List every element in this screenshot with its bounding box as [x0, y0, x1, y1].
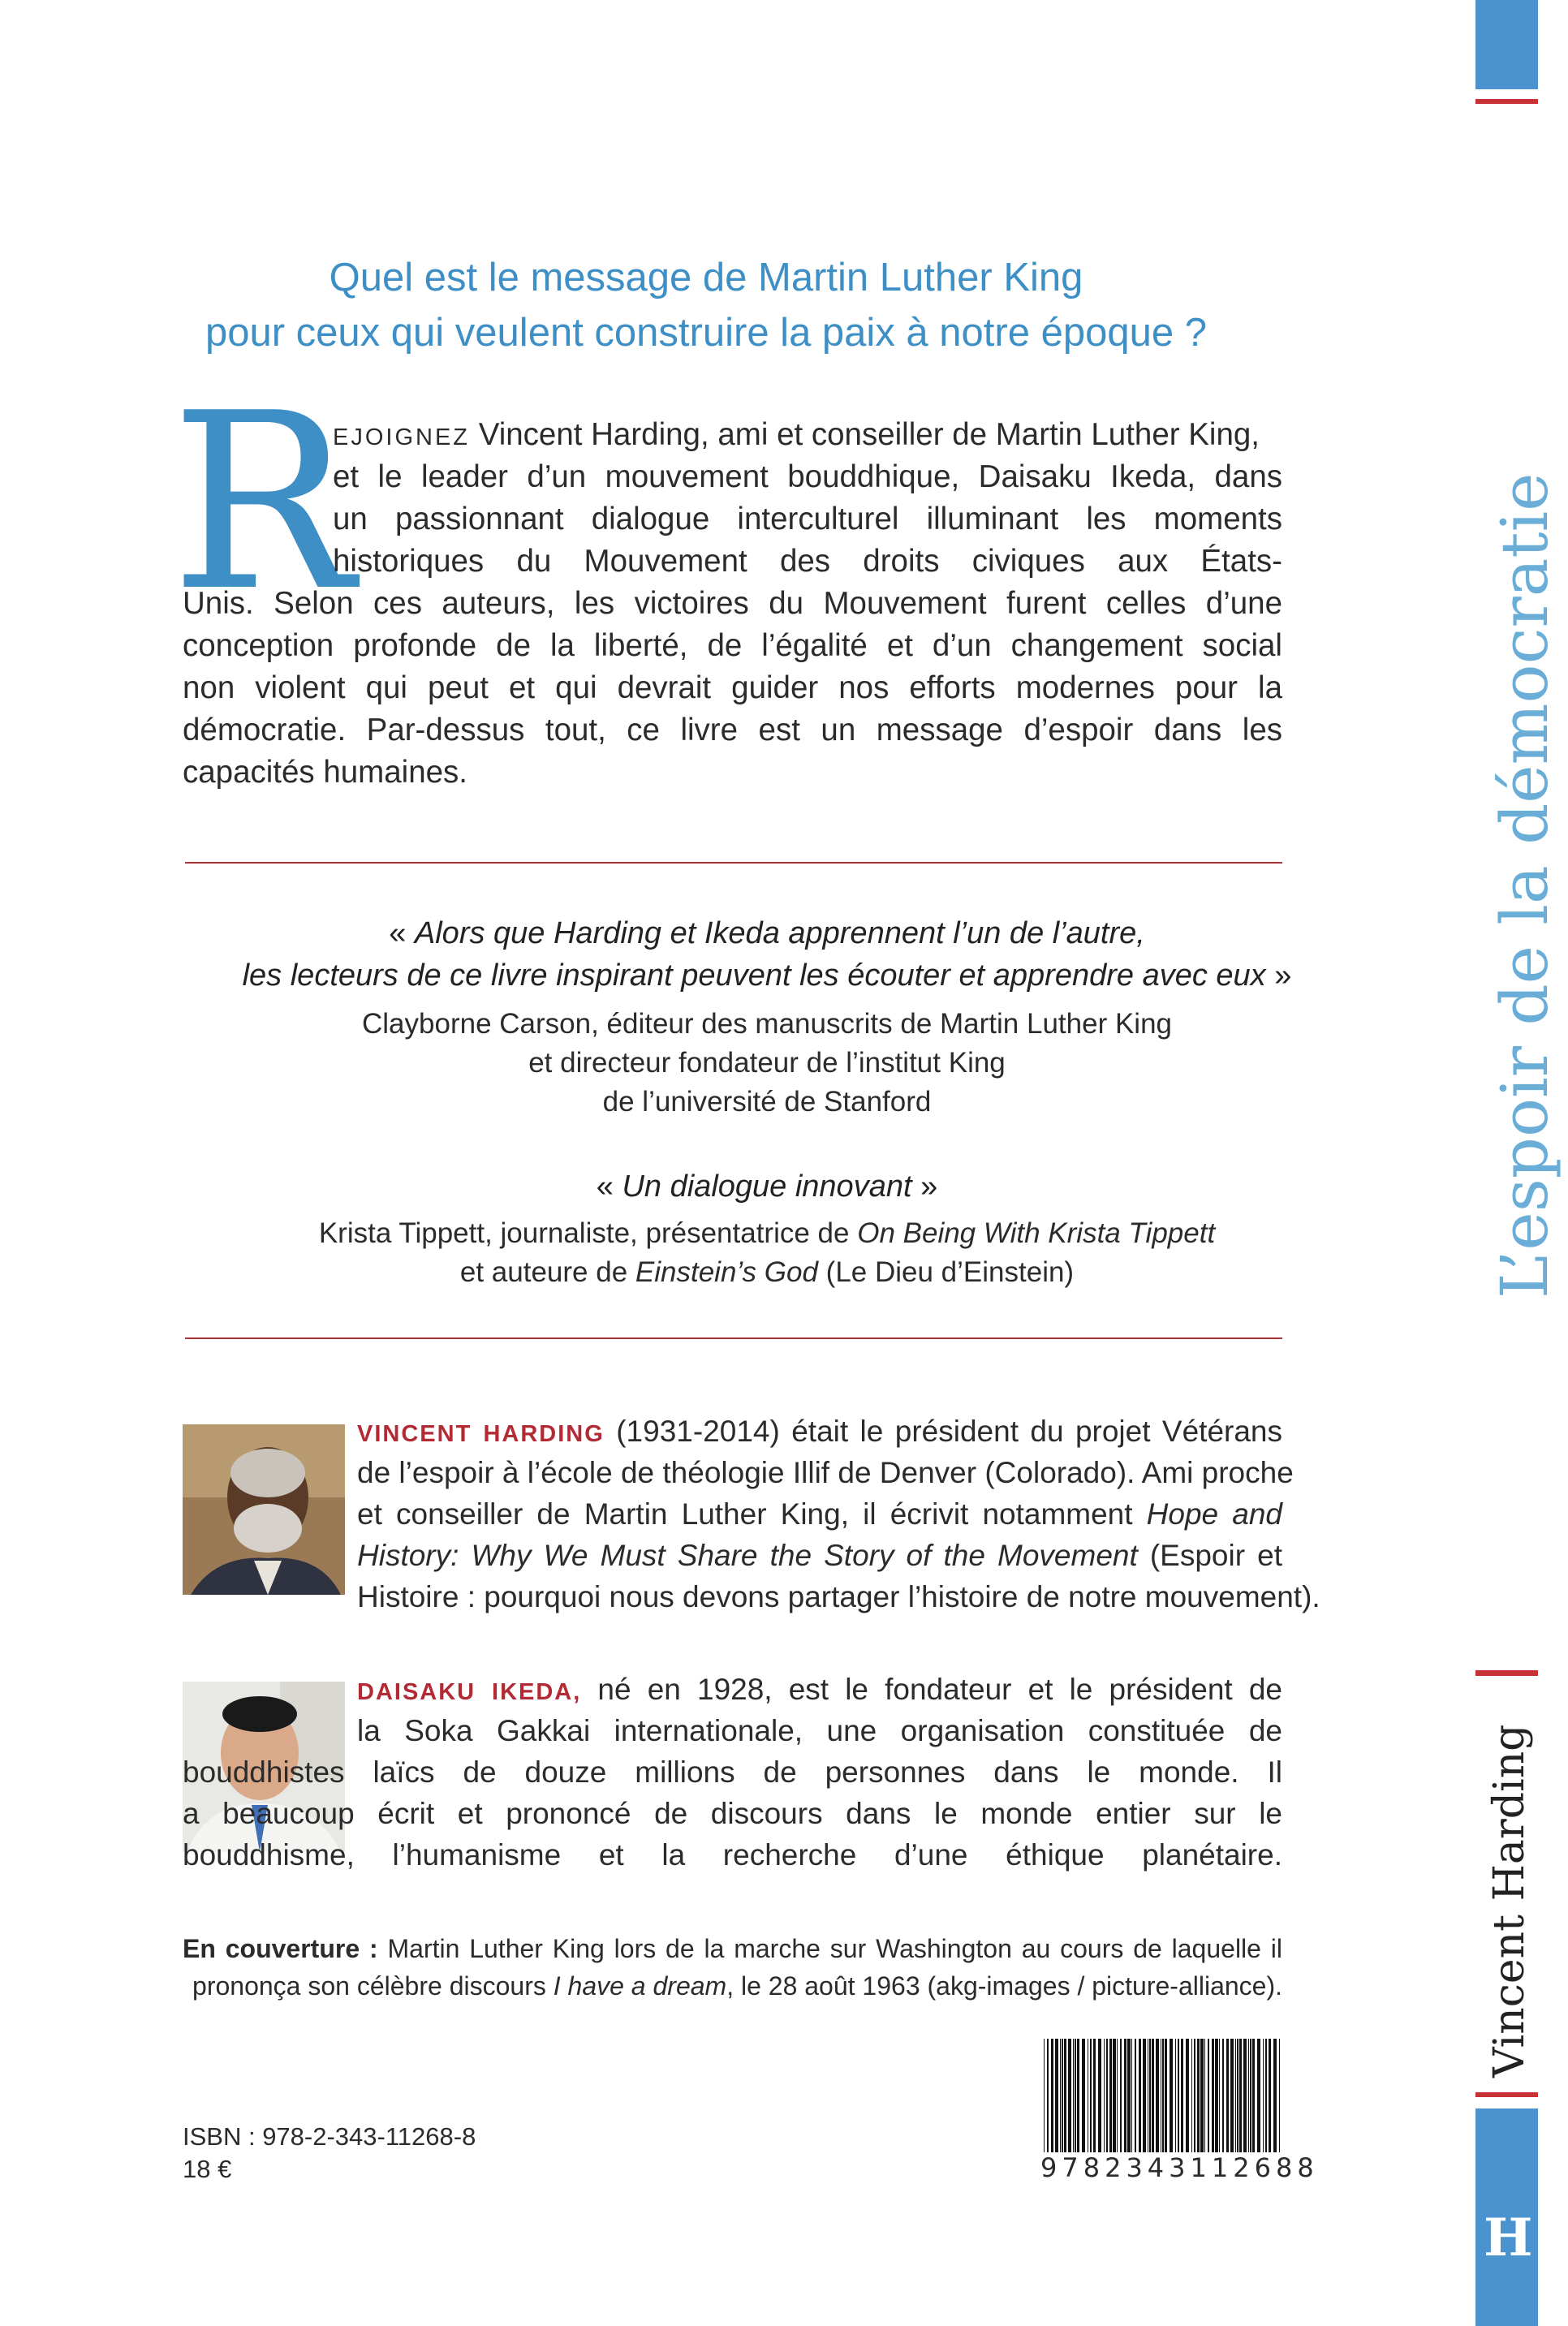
- barcode-bar: [1222, 2039, 1224, 2152]
- barcode-bar: [1212, 2039, 1214, 2152]
- bio-2-line-1: DAISAKU IKEDA, né en 1928, est le fondateur et le président de: [357, 1673, 1282, 1706]
- barcode-bar: [1200, 2039, 1204, 2152]
- spine-red-stripe-bottom: [1475, 2092, 1538, 2097]
- barcode-bar: [1156, 2039, 1159, 2152]
- barcode-bar: [1044, 2039, 1045, 2152]
- price: 18 €: [183, 2155, 232, 2183]
- barcode-bar: [1060, 2039, 1061, 2152]
- barcode-bar: [1204, 2039, 1205, 2152]
- spine-red-stripe-top: [1475, 99, 1538, 104]
- barcode-bar: [1139, 2039, 1141, 2152]
- barcode-bar: [1197, 2039, 1200, 2152]
- barcode-bar: [1265, 2039, 1267, 2152]
- barcode-bar: [1077, 2039, 1079, 2152]
- divider-rule-top: [185, 862, 1282, 864]
- headline-question: [122, 250, 1290, 360]
- barcode-bar: [1257, 2039, 1260, 2152]
- barcode-bar: [1152, 2039, 1154, 2152]
- cover-note-label: En couverture :: [183, 1934, 378, 1963]
- bio-1-name: VINCENT HARDING: [357, 1421, 605, 1447]
- barcode-bar: [1162, 2039, 1164, 2152]
- barcode-bar: [1181, 2039, 1183, 2152]
- barcode-bar: [1055, 2039, 1058, 2152]
- barcode-bar: [1117, 2039, 1118, 2152]
- vincent-harding-photo: [183, 1424, 345, 1595]
- barcode-bar: [1135, 2039, 1136, 2152]
- barcode-bar: [1093, 2039, 1096, 2152]
- bio-1-line-5: Histoire : pourquoi nous devons partager l’histoire de notre mouvement).: [357, 1580, 1320, 1613]
- barcode-bar: [1243, 2039, 1247, 2152]
- cover-note-line-1: En couverture : Martin Luther King lors de la marche sur Washington au cours de laquelle il: [183, 1934, 1283, 1963]
- bio-1-line-4: History: Why We Must Share the Story of the Movement (Espoir et: [357, 1539, 1282, 1572]
- bio-2-name: DAISAKU IKEDA,: [357, 1679, 582, 1705]
- intro-smallcaps: EJOIGNEZ: [333, 424, 471, 450]
- barcode-bar: [1064, 2039, 1066, 2152]
- headline-line-2: pour ceux qui veulent construire la paix à notre époque ?: [205, 311, 1207, 355]
- quote-2-attribution-1: Krista Tippett, journaliste, présentatrice de On Being With Krista Tippett: [318, 1217, 1216, 1249]
- barcode-bar: [1230, 2039, 1234, 2152]
- barcode-bar: [1113, 2039, 1116, 2152]
- barcode-bar: [1219, 2039, 1220, 2152]
- barcode-bar: [1075, 2039, 1076, 2152]
- quote-2-attribution-2: et auteure de Einstein’s God (Le Dieu d’Einstein): [459, 1256, 1075, 1288]
- barcode-bar: [1062, 2039, 1063, 2152]
- quote-1-attribution-1: Clayborne Carson, éditeur des manuscrits de Martin Luther King: [362, 1008, 1172, 1040]
- spine-top-band: [1475, 0, 1538, 89]
- barcode-bar: [1178, 2039, 1179, 2152]
- bio-2-line-2: la Soka Gakkai internationale, une organisation constituée de: [357, 1714, 1282, 1747]
- intro-line-3: un passionnant dialogue interculturel illuminant les moments: [333, 502, 1282, 536]
- divider-rule-bottom: [185, 1337, 1282, 1339]
- barcode-bar: [1252, 2039, 1255, 2152]
- barcode-bar: [1109, 2039, 1112, 2152]
- barcode-bar: [1073, 2039, 1074, 2152]
- barcode-bar: [1191, 2039, 1192, 2152]
- barcode-bar: [1208, 2039, 1209, 2152]
- barcode-bar: [1226, 2039, 1229, 2152]
- bio-1-line-2: de l’espoir à l’école de théologie Illif de Denver (Colorado). Ami proche: [357, 1456, 1294, 1489]
- barcode-bar: [1263, 2039, 1264, 2152]
- barcode-bar: [1273, 2039, 1277, 2152]
- barcode-bar: [1124, 2039, 1126, 2152]
- barcode-bar: [1175, 2039, 1176, 2152]
- barcode-bar: [1106, 2039, 1108, 2152]
- barcode-bar: [1279, 2039, 1280, 2152]
- barcode-bar: [1098, 2039, 1101, 2152]
- barcode-bar: [1104, 2039, 1105, 2152]
- intro-line-8: démocratie. Par-dessus tout, ce livre est un message d’espoir dans les: [183, 713, 1282, 747]
- barcode-bar: [1082, 2039, 1085, 2152]
- barcode-digits: 9782343112688: [1040, 2152, 1319, 2183]
- publisher-logo: H: [1484, 2208, 1533, 2268]
- barcode-bar: [1149, 2039, 1151, 2152]
- barcode-bar: [1120, 2039, 1122, 2152]
- intro-line-6: conception profonde de la liberté, de l’égalité et d’un changement social: [183, 628, 1282, 663]
- barcode-bar: [1131, 2039, 1132, 2152]
- bio-2-line-4: a beaucoup écrit et prononcé de discours dans le monde entier sur le: [183, 1797, 1282, 1830]
- spine-author: Vincent Harding: [1485, 1724, 1534, 2078]
- quote-1-attribution-2: et directeur fondateur de l’institut King: [528, 1047, 1006, 1079]
- bio-2-line-3: bouddhistes laïcs de douze millions de personnes dans le monde. Il: [183, 1755, 1282, 1789]
- quote-2: « Un dialogue innovant »: [596, 1169, 938, 1204]
- barcode-bar: [1248, 2039, 1249, 2152]
- barcode-bar: [1194, 2039, 1195, 2152]
- spine-red-stripe-mid: [1475, 1670, 1538, 1676]
- barcode-bar: [1051, 2039, 1053, 2152]
- barcode-bar: [1068, 2039, 1071, 2152]
- spine-title: L’espoir de la démocratie: [1487, 472, 1562, 1299]
- isbn: ISBN : 978-2-343-11268-8: [183, 2122, 476, 2151]
- barcode-bar: [1237, 2039, 1238, 2152]
- barcode-bar: [1047, 2039, 1049, 2152]
- bio-1-line-1: VINCENT HARDING (1931-2014) était le président du projet Vétérans: [357, 1415, 1283, 1448]
- intro-line-1: EJOIGNEZ Vincent Harding, ami et conseiller de Martin Luther King,: [333, 417, 1260, 452]
- quote-1-line-1: « Alors que Harding et Ikeda apprennent l’un de l’autre,: [389, 916, 1145, 950]
- headline-line-1: Quel est le message de Martin Luther King: [329, 256, 1083, 299]
- barcode-bar: [1090, 2039, 1092, 2152]
- quote-1-line-2: les lecteurs de ce livre inspirant peuvent les écouter et apprendre avec eux »: [242, 958, 1292, 993]
- barcode-bar: [1165, 2039, 1167, 2152]
- intro-line-7: non violent qui peut et qui devrait guider nos efforts modernes pour la: [183, 670, 1282, 705]
- intro-line-4: historiques du Mouvement des droits civiques aux États-: [333, 544, 1282, 579]
- barcode-bar: [1143, 2039, 1146, 2152]
- barcode-bar: [1170, 2039, 1173, 2152]
- barcode-bar: [1186, 2039, 1189, 2152]
- bio-2-line-5: bouddhisme, l’humanisme et la recherche d’une éthique planétaire.: [183, 1838, 1282, 1872]
- barcode: [1040, 2039, 1284, 2152]
- quote-1-attribution-3: de l’université de Stanford: [602, 1086, 932, 1118]
- barcode-bar: [1269, 2039, 1271, 2152]
- bio-1-line-3: et conseiller de Martin Luther King, il écrivit notamment Hope and: [357, 1497, 1282, 1531]
- cover-note-line-2: prononça son célèbre discours I have a dream, le 28 août 1963 (akg-images / picture-alliance).: [192, 1971, 1282, 2001]
- barcode-bar: [1250, 2039, 1251, 2152]
- barcode-bar: [1215, 2039, 1218, 2152]
- barcode-bar: [1239, 2039, 1242, 2152]
- intro-line-5: Unis. Selon ces auteurs, les victoires du Mouvement furent celles d’une: [183, 586, 1282, 621]
- barcode-bar: [1127, 2039, 1131, 2152]
- intro-line-9: capacités humaines.: [183, 755, 467, 790]
- intro-line-2: et le leader d’un mouvement bouddhique, Daisaku Ikeda, dans: [333, 459, 1282, 494]
- drop-cap: R: [170, 361, 354, 644]
- barcode-bar: [1235, 2039, 1236, 2152]
